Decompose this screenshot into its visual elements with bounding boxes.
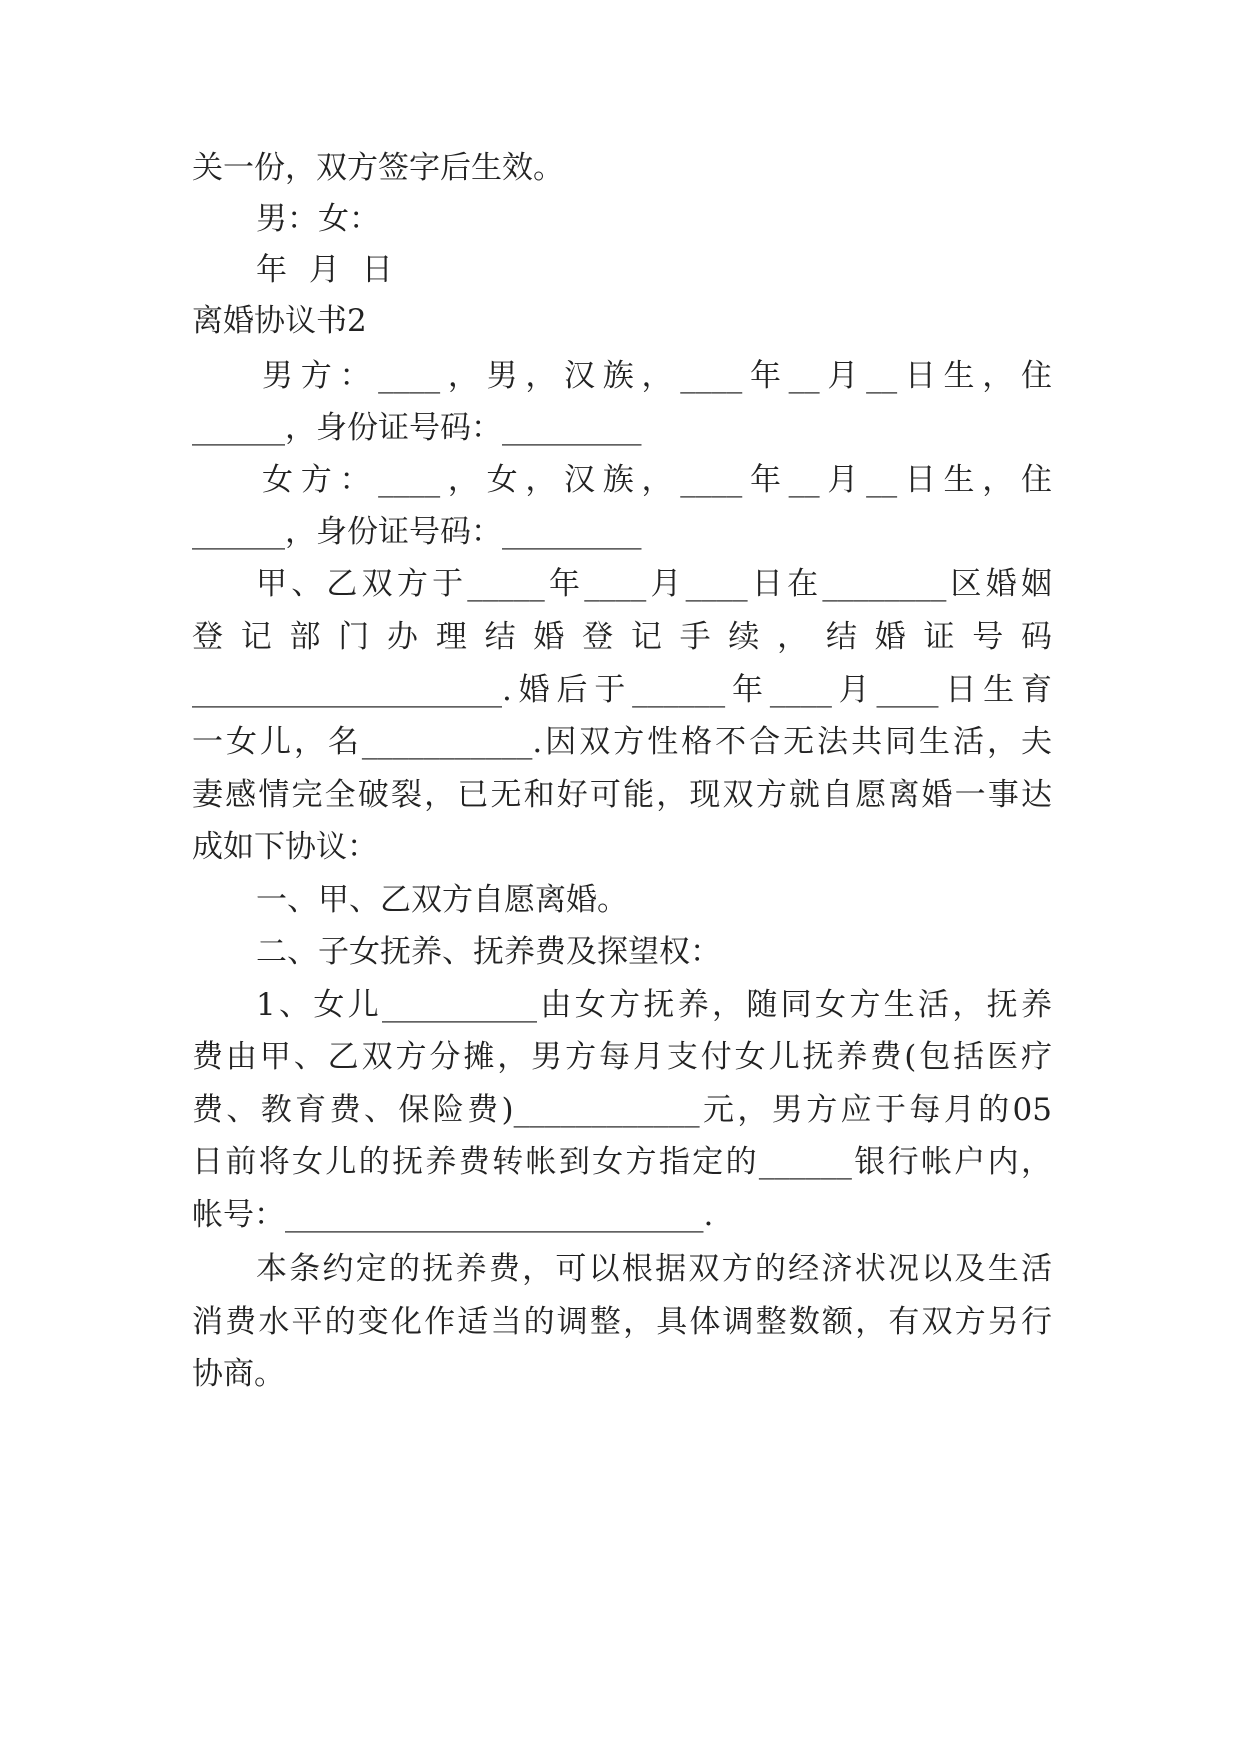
text-line: 费、教育费、保险费)____________元，男方应于每月的05 [192,1092,1052,1128]
text-line: 甲、乙双方于_____年____月____日在________区婚姻 [256,566,1052,602]
text-line: 女方：____，女，汉族，____年__月__日生，住 [262,462,1052,498]
text-line: 一女儿，名___________.因双方性格不合无法共同生活，夫 [192,724,1052,760]
text-line: 本条约定的抚养费，可以根据双方的经济状况以及生活 [256,1251,1052,1287]
text-line: 日前将女儿的抚养费转帐到女方指定的______银行帐户内， [192,1144,1052,1180]
document-title: 离婚协议书2 [192,303,367,339]
text-line: 费由甲、乙双方分摊，男方每月支付女儿抚养费(包括医疗 [192,1039,1052,1075]
text-line: ____________________.婚后于______年____月____日生育 [192,672,1052,708]
text-line: ______，身份证号码：_________ [192,410,642,446]
text-line: 男方：____，男，汉族，____年__月__日生，住 [262,358,1052,394]
text-line: 消费水平的变化作适当的调整，具体调整数额，有双方另行 [192,1304,1052,1340]
text-line: 帐号：___________________________. [192,1197,714,1233]
text-line: 1、女儿__________由女方抚养，随同女方生活，抚养 [256,987,1052,1023]
text-line: 协商。 [192,1356,285,1392]
text-line: 妻感情完全破裂，已无和好可能，现双方就自愿离婚一事达 [192,777,1052,813]
text-line: 成如下协议： [192,829,378,865]
text-line: ______，身份证号码：_________ [192,514,642,550]
clause-heading: 一、甲、乙双方自愿离婚。 [256,882,628,918]
clause-heading: 二、子女抚养、抚养费及探望权： [256,934,721,970]
text-line: 关一份，双方签字后生效。 [192,150,564,186]
date-line: 年 月 日 [256,252,399,288]
signature-line: 男：女： [256,201,380,237]
text-line: 登记部门办理结婚登记手续，结婚证号码 [192,619,1052,655]
